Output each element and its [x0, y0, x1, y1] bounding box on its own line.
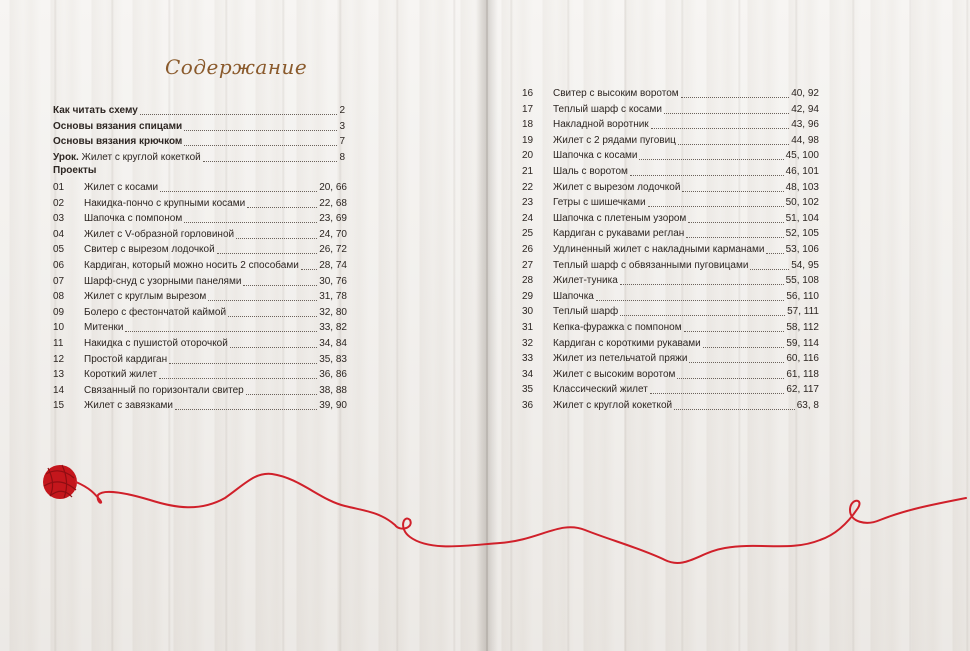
toc-number: 15: [53, 400, 65, 412]
toc-number: 08: [53, 291, 65, 303]
toc-page-number: 7: [339, 136, 345, 147]
toc-number: 28: [522, 275, 534, 287]
toc-title: Теплый шарф с косами: [553, 103, 662, 115]
toc-page-number: 3: [339, 120, 345, 132]
toc-page-number: 40, 92: [791, 88, 819, 99]
toc-title: Накладной воротник: [553, 119, 649, 131]
toc-title-bold: Основы вязания крючком: [53, 136, 183, 147]
toc-page-number: 51, 104: [785, 212, 819, 224]
toc-title-bold: Как читать схему: [53, 105, 138, 116]
toc-page-number: 60, 116: [786, 353, 819, 365]
toc-number: 01: [53, 182, 65, 193]
toc-title: Связанный по горизонтали свитер: [84, 384, 244, 396]
toc-title: Шаль с воротом: [553, 166, 628, 177]
toc-title: Жилет с высоким воротом: [553, 368, 676, 380]
red-thread: [76, 474, 966, 563]
toc-number: 21: [522, 166, 534, 177]
toc-number: 03: [53, 213, 65, 225]
toc-title: Свитер с высоким воротом: [553, 88, 679, 99]
toc-page-number: 34, 84: [319, 338, 347, 349]
toc-number: 12: [53, 353, 65, 365]
toc-number: 02: [53, 197, 65, 209]
toc-number: 14: [53, 384, 65, 396]
toc-number: 27: [522, 259, 534, 271]
toc-title: Шапочка с косами: [553, 150, 638, 162]
toc-number: 34: [522, 368, 534, 380]
toc-number: 07: [53, 275, 65, 287]
toc-page-number: 32, 80: [319, 306, 347, 318]
toc-title: Жилет с завязками: [84, 400, 173, 412]
toc-page-number: 53, 106: [785, 244, 819, 255]
toc-page-number: 20, 66: [319, 182, 347, 193]
toc-number: 09: [53, 306, 65, 318]
toc-title: Простой кардиган: [84, 353, 168, 365]
page-title: Содержание: [165, 55, 308, 79]
toc-number: 10: [53, 322, 65, 334]
toc-number: 23: [522, 197, 534, 209]
toc-title: Жилет с V-образной горловиной: [84, 228, 235, 240]
toc-page-number: 42, 94: [791, 103, 819, 115]
toc-number: 31: [522, 322, 534, 333]
toc-page-number: 54, 95: [791, 259, 819, 271]
toc-page-number: 39, 90: [319, 400, 347, 412]
toc-page-number: 8: [339, 151, 345, 163]
toc-title: Кардиган, который можно носить 2 способами: [84, 260, 299, 271]
toc-page-number: 44, 98: [791, 134, 819, 146]
toc-title: Шапочка: [553, 290, 594, 302]
toc-page-number: 43, 96: [791, 119, 819, 131]
toc-title: Болеро с фестончатой каймой: [84, 306, 227, 318]
toc-title: Жилет из петельчатой пряжи: [553, 353, 688, 365]
toc-page-number: 22, 68: [319, 197, 347, 209]
toc-page-number: 26, 72: [319, 244, 347, 256]
toc-title: Шарф-снуд с узорными панелями: [84, 275, 242, 287]
toc-number: 25: [522, 228, 534, 240]
toc-title: Кардиган с короткими рукавами: [553, 337, 701, 349]
toc-number: 04: [53, 228, 65, 240]
toc-page-number: 55, 108: [785, 275, 819, 287]
toc-number: 06: [53, 260, 65, 271]
toc-number: 24: [522, 212, 534, 224]
toc-number: 22: [522, 181, 534, 193]
toc-number: 17: [522, 103, 534, 115]
toc-number: 19: [522, 134, 534, 146]
toc-title-rest: Жилет с круглой кокеткой: [78, 151, 201, 163]
toc-page-number: 45, 100: [785, 150, 819, 162]
toc-title: Удлиненный жилет с накладными карманами: [553, 244, 765, 255]
toc-page-number: 48, 103: [785, 181, 819, 193]
toc-page-number: 23, 69: [319, 213, 347, 225]
toc-title: Жилет с 2 рядами пуговиц: [553, 134, 676, 146]
toc-page-number: 24, 70: [319, 228, 347, 240]
toc-number: 36: [522, 400, 534, 411]
toc-page-number: 62, 117: [786, 384, 819, 396]
toc-title: Гетры с шишечками: [553, 197, 646, 209]
toc-title-bold: Основы вязания спицами: [53, 120, 183, 132]
toc-title: Теплый шарф: [553, 306, 619, 318]
toc-number: 32: [522, 337, 534, 349]
toc-number: 20: [522, 150, 534, 162]
toc-page-number: 36, 86: [319, 369, 347, 381]
toc-title: Шапочка с плетеным узором: [553, 212, 687, 224]
toc-title: Митенки: [84, 322, 124, 334]
toc-title: Накидка с пушистой оторочкой: [84, 338, 228, 349]
toc-number: 11: [53, 338, 64, 349]
toc-page-number: 58, 112: [786, 322, 819, 333]
toc-page-number: 38, 88: [319, 384, 347, 396]
toc-page-number: 56, 110: [786, 290, 819, 302]
toc-page-number: 28, 74: [319, 260, 347, 271]
toc-title: Накидка-пончо с крупными косами: [84, 197, 246, 209]
toc-page-number: 30, 76: [319, 275, 347, 287]
toc-page-number: 57, 111: [787, 306, 819, 318]
toc-page-number: 2: [339, 105, 345, 116]
toc-title: Жилет-туника: [553, 275, 618, 287]
toc-number: 26: [522, 244, 534, 255]
toc-page-number: 50, 102: [785, 197, 819, 209]
toc-title: Кепка-фуражка с помпоном: [553, 322, 682, 333]
section-label: Проекты: [53, 165, 97, 176]
toc-page-number: 46, 101: [785, 166, 819, 177]
toc-title-bold: Урок.: [53, 151, 79, 163]
toc-title: Свитер с вырезом лодочкой: [84, 244, 215, 256]
toc-title: Жилет с вырезом лодочкой: [553, 181, 681, 193]
toc-title: Кардиган с рукавами реглан: [553, 228, 685, 240]
toc-page-number: 59, 114: [786, 337, 819, 349]
toc-page-number: 52, 105: [785, 228, 819, 240]
toc-page-number: 61, 118: [786, 368, 819, 380]
toc-page-number: 35, 83: [319, 353, 347, 365]
toc-number: 30: [522, 306, 534, 318]
toc-number: 33: [522, 353, 534, 365]
toc-number: 05: [53, 244, 65, 256]
toc-page-number: 33, 82: [319, 322, 347, 334]
toc-title: Жилет с косами: [84, 182, 159, 193]
toc-number: 18: [522, 119, 534, 131]
toc-title: Короткий жилет: [84, 369, 158, 381]
toc-page-number: 31, 78: [319, 291, 347, 303]
toc-title: Шапочка с помпоном: [84, 213, 183, 225]
toc-number: 29: [522, 290, 534, 302]
toc-number: 16: [522, 88, 534, 99]
toc-page-number: 63, 8: [796, 400, 819, 411]
toc-title: Жилет с круглым вырезом: [84, 291, 207, 303]
toc-number: 13: [53, 369, 65, 381]
toc-number: 35: [522, 384, 534, 396]
toc-title: Жилет с круглой кокеткой: [553, 400, 673, 411]
toc-title: Классический жилет: [553, 384, 648, 396]
toc-title: Теплый шарф с обвязанными пуговицами: [553, 259, 749, 271]
